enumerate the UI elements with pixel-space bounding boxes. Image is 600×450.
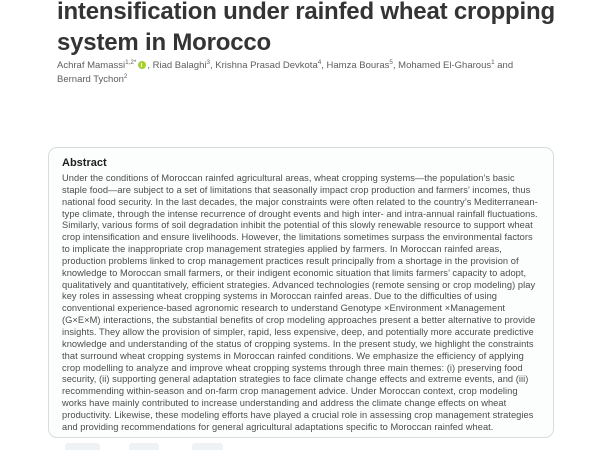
author-name: Mohamed El-Gharous — [398, 60, 492, 71]
keyword-chip — [129, 443, 159, 450]
author-affiliation-sup: 2 — [123, 72, 128, 80]
author-name: Riad Balaghi — [152, 60, 207, 71]
author-affiliation-sup: 3 — [206, 58, 210, 66]
author-separator: , — [210, 60, 216, 71]
author-affiliation-sup: 5 — [389, 58, 393, 66]
author-name: Krishna Prasad Devkota — [215, 60, 318, 71]
author-name: Bernard Tychon — [57, 74, 124, 85]
orcid-icon[interactable] — [138, 61, 146, 69]
author-name: Achraf Mamassi — [57, 60, 126, 71]
author-affiliation-sup: 4 — [317, 58, 322, 66]
author-separator: , — [321, 60, 327, 71]
paper-title: intensification under rainfed wheat cropping system in Morocco — [57, 0, 555, 56]
author-separator: , — [147, 60, 153, 71]
author-affiliation-sup: 1 — [491, 58, 495, 66]
abstract-box — [48, 147, 554, 438]
author-name: Hamza Bouras — [326, 60, 390, 71]
abstract-heading: Abstract — [62, 157, 107, 169]
abstract-body-text: Under the conditions of Moroccan rainfed agricultural areas, wheat cropping systems—the population’s basic staple food—are subject to a set of limitations that seasonally impact crop production and farmers’ incomes, thus national food security. In the last decades, the major constraints were often related to the country’s Mediterranean-type climate, through the intense recurrence of drought events and high inter- and intra-annual rainfall fluctuations. Similarly, various forms of soil degradation inhibit the potential of this slowly renewable resource to support wheat crop intensification and ensure livelihoods. However, the limitations sometimes surpass the environmental factors to implicate the inappropriate crop management strategies applied by farmers. In Moroccan rainfed areas, production problems linked to crop management practices result principally from a shortage in the provision of knowledge to Moroccan small farmers, or their indigent economic situation that limits farmers’ capacity to adopt, qualitatively and quantitatively, efficient strategies. Advanced technologies (remote sensing or crop modeling) play key roles in assessing wheat cropping systems in Moroccan rainfed areas. Due to the difficulties of using conventional experience-based agronomic research to understand Genotype ×Environment ×Management (G×E×M) interactions, the substantial benefits of crop modeling approaches present a better alternative to provide insights. They allow the provision of simpler, rapid, less expensive, deep, and potentially more accurate predictive knowledge and understanding of the status of cropping systems. In the present study, we highlight the constraints that surround wheat cropping systems in Moroccan rainfed conditions. We emphasize the efficiency of applying crop modelling to analyze and improve wheat cropping systems through three main themes: (i) preserving food security, (ii) supporting general adaptation strategies to face climate change effects and extreme events, and (iii) recommending within-season and on-farm crop management advice. Under Moroccan context, crop modeling works have mainly contributed to increase understanding and address the climate change effects on wheat productivity. Likewise, these modeling efforts have played a crucial role in assessing crop management strategies and providing recommendations for general agricultural adaptations specific to Moroccan rainfed wheat. — [62, 173, 538, 432]
author-separator: and — [494, 60, 514, 71]
keyword-chip — [192, 443, 223, 450]
author-affiliation-sup: 1,2* — [125, 58, 137, 66]
keyword-chip — [65, 443, 100, 450]
author-line — [57, 59, 542, 87]
author-separator: , — [392, 60, 399, 71]
